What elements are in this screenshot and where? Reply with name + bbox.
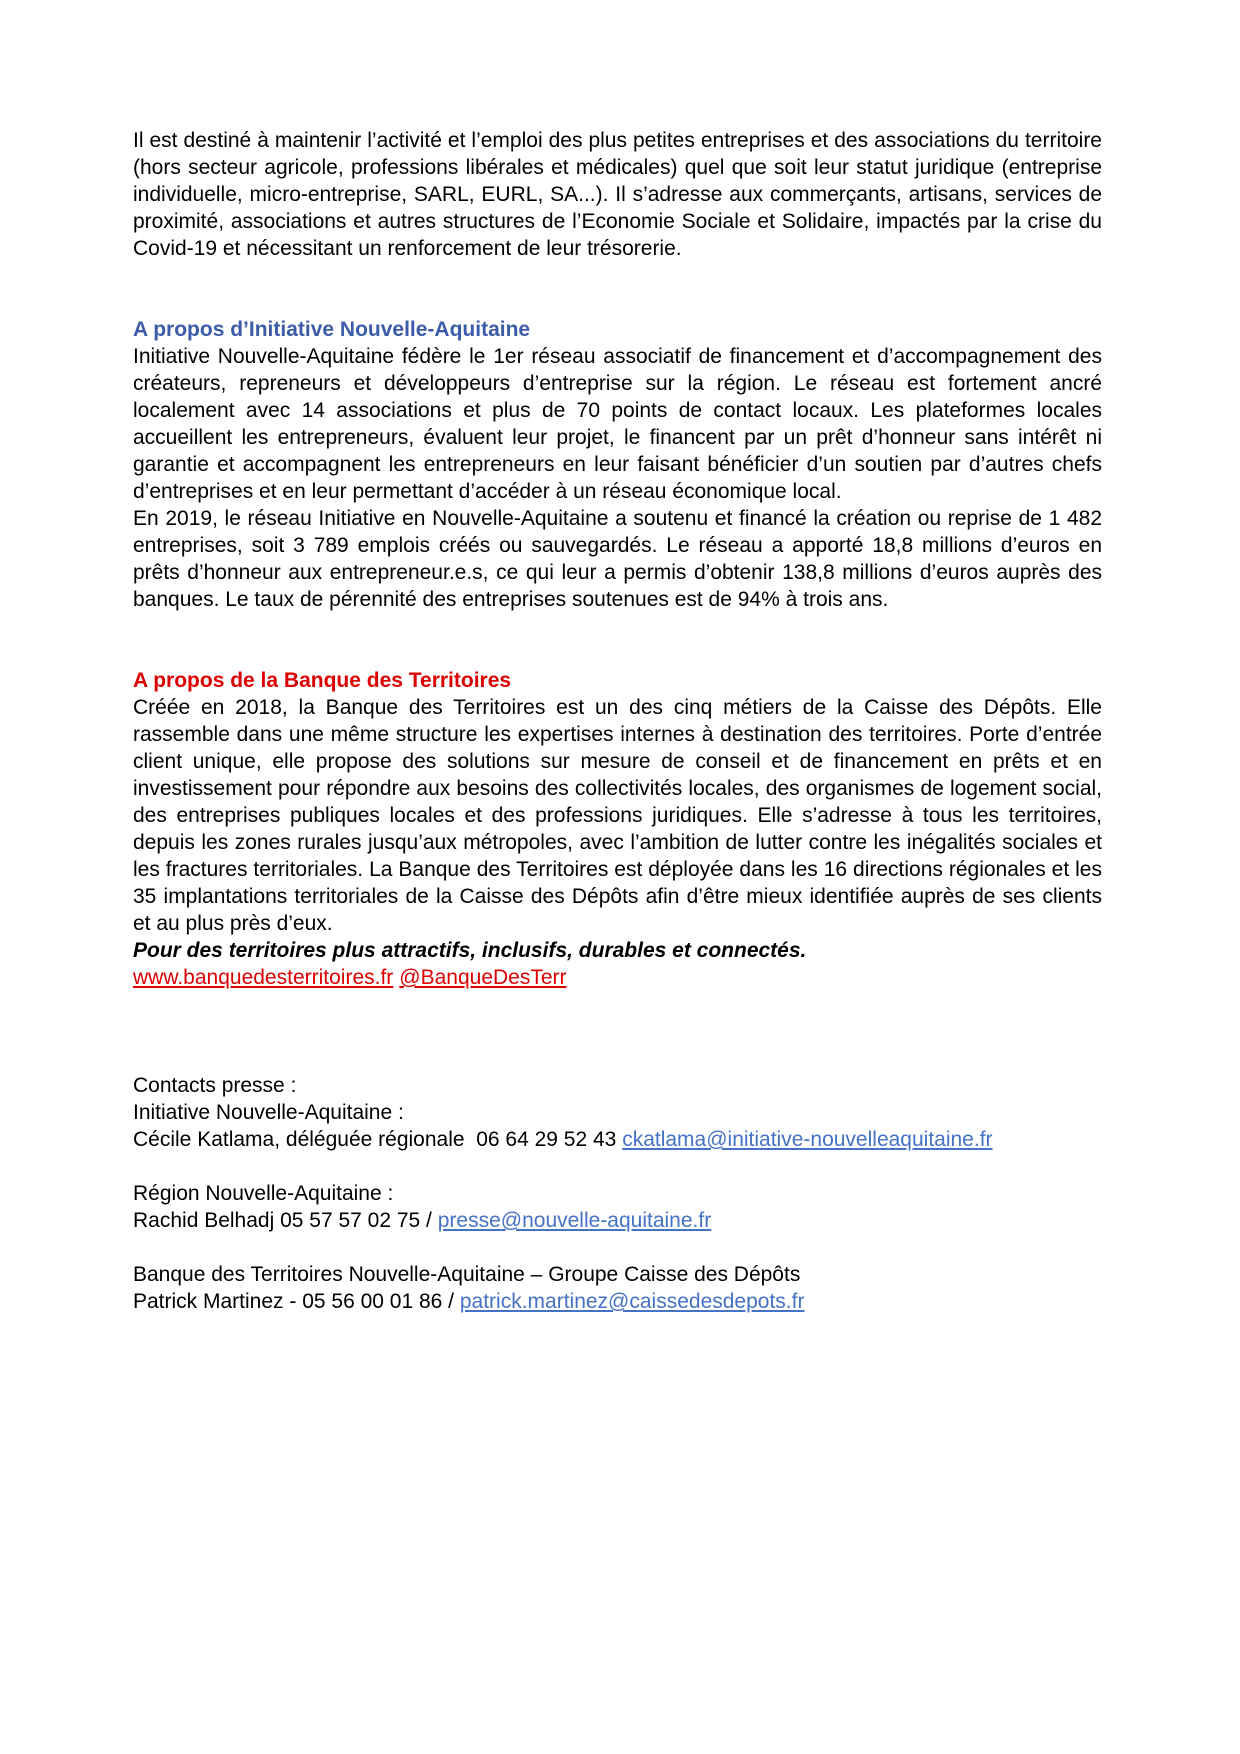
contact-org-banque: Banque des Territoires Nouvelle-Aquitaine – Groupe Caisse des Dépôts	[133, 1263, 801, 1286]
blank-line	[133, 1153, 1102, 1180]
contact-block-initiative	[133, 1099, 1102, 1153]
contacts-press-block	[133, 1072, 1102, 1315]
intro-paragraph: Il est destiné à maintenir l’activité et l’emploi des plus petites entreprises et des associations du territoire (hors secteur agricole, professions libérales et médicales) quel que soit leur statut juridique (entreprise individuelle, micro-entreprise, SARL, EURL, SA...). Il s’adresse aux commerçants, artisans, services de proximité, associations et autres structures de l’Economie Sociale et Solidaire, impactés par la crise du Covid-19 et nécessitant un renforcement de leur trésorerie.	[133, 129, 1102, 260]
contact-email-link-banque[interactable]: patrick.martinez@caissedesdepots.fr	[459, 1290, 805, 1313]
banque-twitter-link[interactable]: @BanqueDesTerr	[399, 966, 567, 989]
blank-line	[133, 1234, 1102, 1261]
contact-block-banque	[133, 1261, 1102, 1315]
contact-detail-initiative	[133, 1126, 1102, 1153]
contacts-press-title: Contacts presse :	[133, 1074, 297, 1097]
banque-website-link[interactable]: www.banquedesterritoires.fr	[133, 966, 394, 989]
banque-paragraph: Créée en 2018, la Banque des Territoires est un des cinq métiers de la Caisse des Dépôts. Elle rassemble dans une même structure les expertises internes à destination des territoires. Porte d’entrée client unique, elle propose des solutions sur mesure de conseil et de financement en prêts et en investissement pour répondre aux besoins des collectivités locales, des organismes de logement social, des entreprises publiques locales et des professions juridiques. Elle s’adresse à tous les territoires, depuis les zones rurales jusqu’aux métropoles, avec l’ambition de lutter contre les inégalités sociales et les fractures territoriales. La Banque des Territoires est déployée dans les 16 directions régionales et les 35 implantations territoriales de la Caisse des Dépôts afin d’être mieux identifiée auprès de ses clients et au plus près d’eux.	[133, 696, 1102, 935]
contact-org-initiative: Initiative Nouvelle-Aquitaine :	[133, 1101, 404, 1124]
contact-org-region: Région Nouvelle-Aquitaine :	[133, 1182, 394, 1205]
initiative-paragraph-1: Initiative Nouvelle-Aquitaine fédère le 1er réseau associatif de financement et d’accompagnement des créateurs, repreneurs et développeurs d’entreprise sur la région. Le réseau est fortement ancré localement avec 14 associations et plus de 70 points de contact locaux. Les plateformes locales accueillent les entrepreneurs, évaluent leur projet, le financent par un prêt d’honneur sans intérêt ni garantie et accompagnent les entrepreneurs en leur faisant bénéficier d’un soutien par d’autres chefs d’entreprises et en leur permettant d’accéder à un réseau économique local.	[133, 345, 1102, 503]
banque-tagline: Pour des territoires plus attractifs, inclusifs, durables et connectés.	[133, 939, 807, 962]
contact-detail-region	[133, 1207, 1102, 1234]
contact-text-banque: Patrick Martinez - 05 56 00 01 86 /	[133, 1290, 460, 1313]
contact-text-initiative: Cécile Katlama, déléguée régionale 06 64 29 52 43	[133, 1128, 623, 1151]
contact-text-region: Rachid Belhadj 05 57 57 02 75 /	[133, 1209, 438, 1232]
contact-email-link-initiative[interactable]: ckatlama@initiative-nouvelleaquitaine.fr	[622, 1128, 993, 1151]
contact-detail-banque	[133, 1288, 1102, 1315]
section-heading-initiative: A propos d’Initiative Nouvelle-Aquitaine	[133, 318, 531, 341]
section-heading-banque: A propos de la Banque des Territoires	[133, 669, 512, 692]
contact-email-link-region[interactable]: presse@nouvelle-aquitaine.fr	[437, 1209, 712, 1232]
initiative-paragraph-2: En 2019, le réseau Initiative en Nouvelle-Aquitaine a soutenu et financé la création ou reprise de 1 482 entreprises, soit 3 789 emplois créés ou sauvegardés. Le réseau a apporté 18,8 millions d’euros en prêts d’honneur aux entrepreneur.e.s, ce qui leur a permis d’obtenir 138,8 millions d’euros auprès des banques. Le taux de pérennité des entreprises soutenues est de 94% à trois ans.	[133, 507, 1102, 611]
section-initiative	[133, 316, 1102, 613]
section-banque	[133, 667, 1102, 991]
contact-block-region	[133, 1180, 1102, 1234]
banque-links-line	[133, 964, 1102, 991]
